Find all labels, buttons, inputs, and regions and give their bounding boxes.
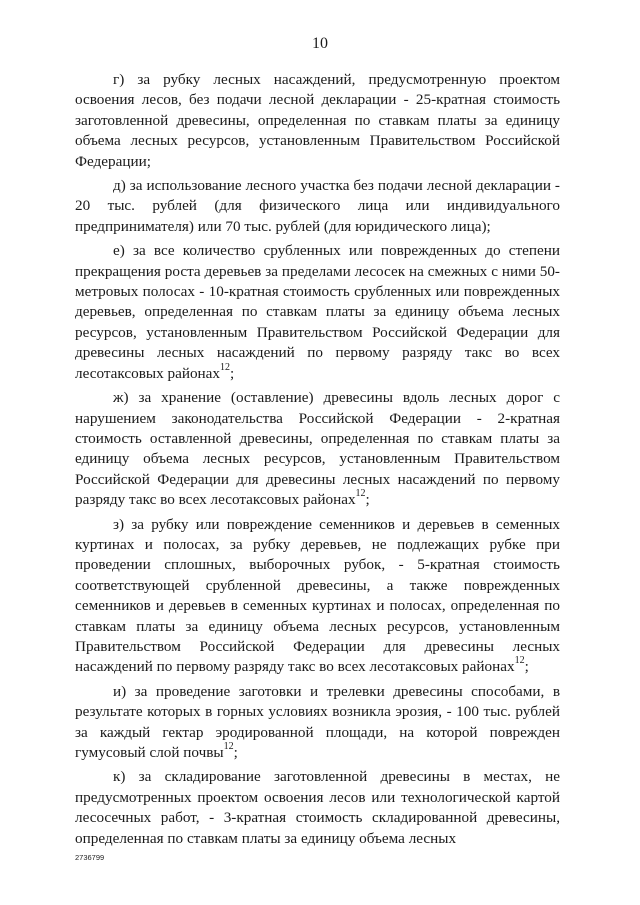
footnote-ref[interactable]: 12 (223, 740, 234, 752)
footnote-ref[interactable]: 12 (220, 361, 231, 373)
footnote-ref[interactable]: 12 (355, 488, 366, 500)
document-code: 2736799 (75, 853, 105, 862)
paragraph-i: и) за проведение заготовки и трелевки древесины способами, в результате которых в горных условиях возникла эрозия, - 100 тыс. рублей за каждый гектар эродированной площади, на которой поврежден гумусовый слой почвы$^{12}$; (75, 682, 560, 761)
footnote-ref[interactable]: 12 (514, 655, 525, 667)
document-body (75, 70, 560, 853)
paragraph-d: д) за использование лесного участка без подачи лесной декларации - 20 тыс. рублей (для физического лица или индивидуального предпринимателя) или 70 тыс. рублей (для юридического лица); (75, 177, 560, 235)
paragraph-zh: ж) за хранение (оставление) древесины вдоль лесных дорог с нарушением законодательства Российской Федерации - 2-кратная стоимость оставленной древесины, определенная по ставкам платы за единицу объема лесных ресурсов, установленным Правительством Российской Федерации для древесины лесных насаждений по первому разряду такс во всех лесотаксовых районах$^{12}$; (75, 389, 560, 509)
paragraph-e: е) за все количество срубленных или поврежденных до степени прекращения роста деревьев за пределами лесосек на смежных с ними 50-метровых полосах - 10-кратная стоимость срубленных или поврежденных деревьев, определенная по ставкам платы за единицу объема лесных ресурсов, установленным Правительством Российской Федерации для древесины лесных насаждений по первому разряду такс во всех лесотаксовых районах$^{12}$; (75, 242, 560, 382)
page-number: 10 (312, 35, 328, 52)
paragraph-k: к) за складирование заготовленной древесины в местах, не предусмотренных проектом освоения лесов или технологической картой лесосечных работ, - 3-кратная стоимость складированной древесины, определенная по ставкам платы за единицу объема лесных (75, 768, 560, 847)
paragraph-z: з) за рубку или повреждение семенников и деревьев в семенных куртинах и полосах, за рубку деревьев, не подлежащих рубке при проведении сплошных, выборочных рубок, - 5-кратная стоимость соответствующей срубленной древесины, а также поврежденных семенников и деревьев в семенных куртинах и полосах, определенная по ставкам платы за единицу объема лесных ресурсов, установленным Правительством Российской Федерации для древесины лесных насаждений по первому разряду такс во всех лесотаксовых районах$^{12}$; (75, 515, 560, 676)
paragraph-g: г) за рубку лесных насаждений, предусмотренную проектом освоения лесов, без подачи лесной декларации - 25-кратная стоимость заготовленной древесины, определенная по ставкам платы за единицу объема лесных ресурсов, установленным Правительством Российской Федерации; (75, 71, 560, 170)
